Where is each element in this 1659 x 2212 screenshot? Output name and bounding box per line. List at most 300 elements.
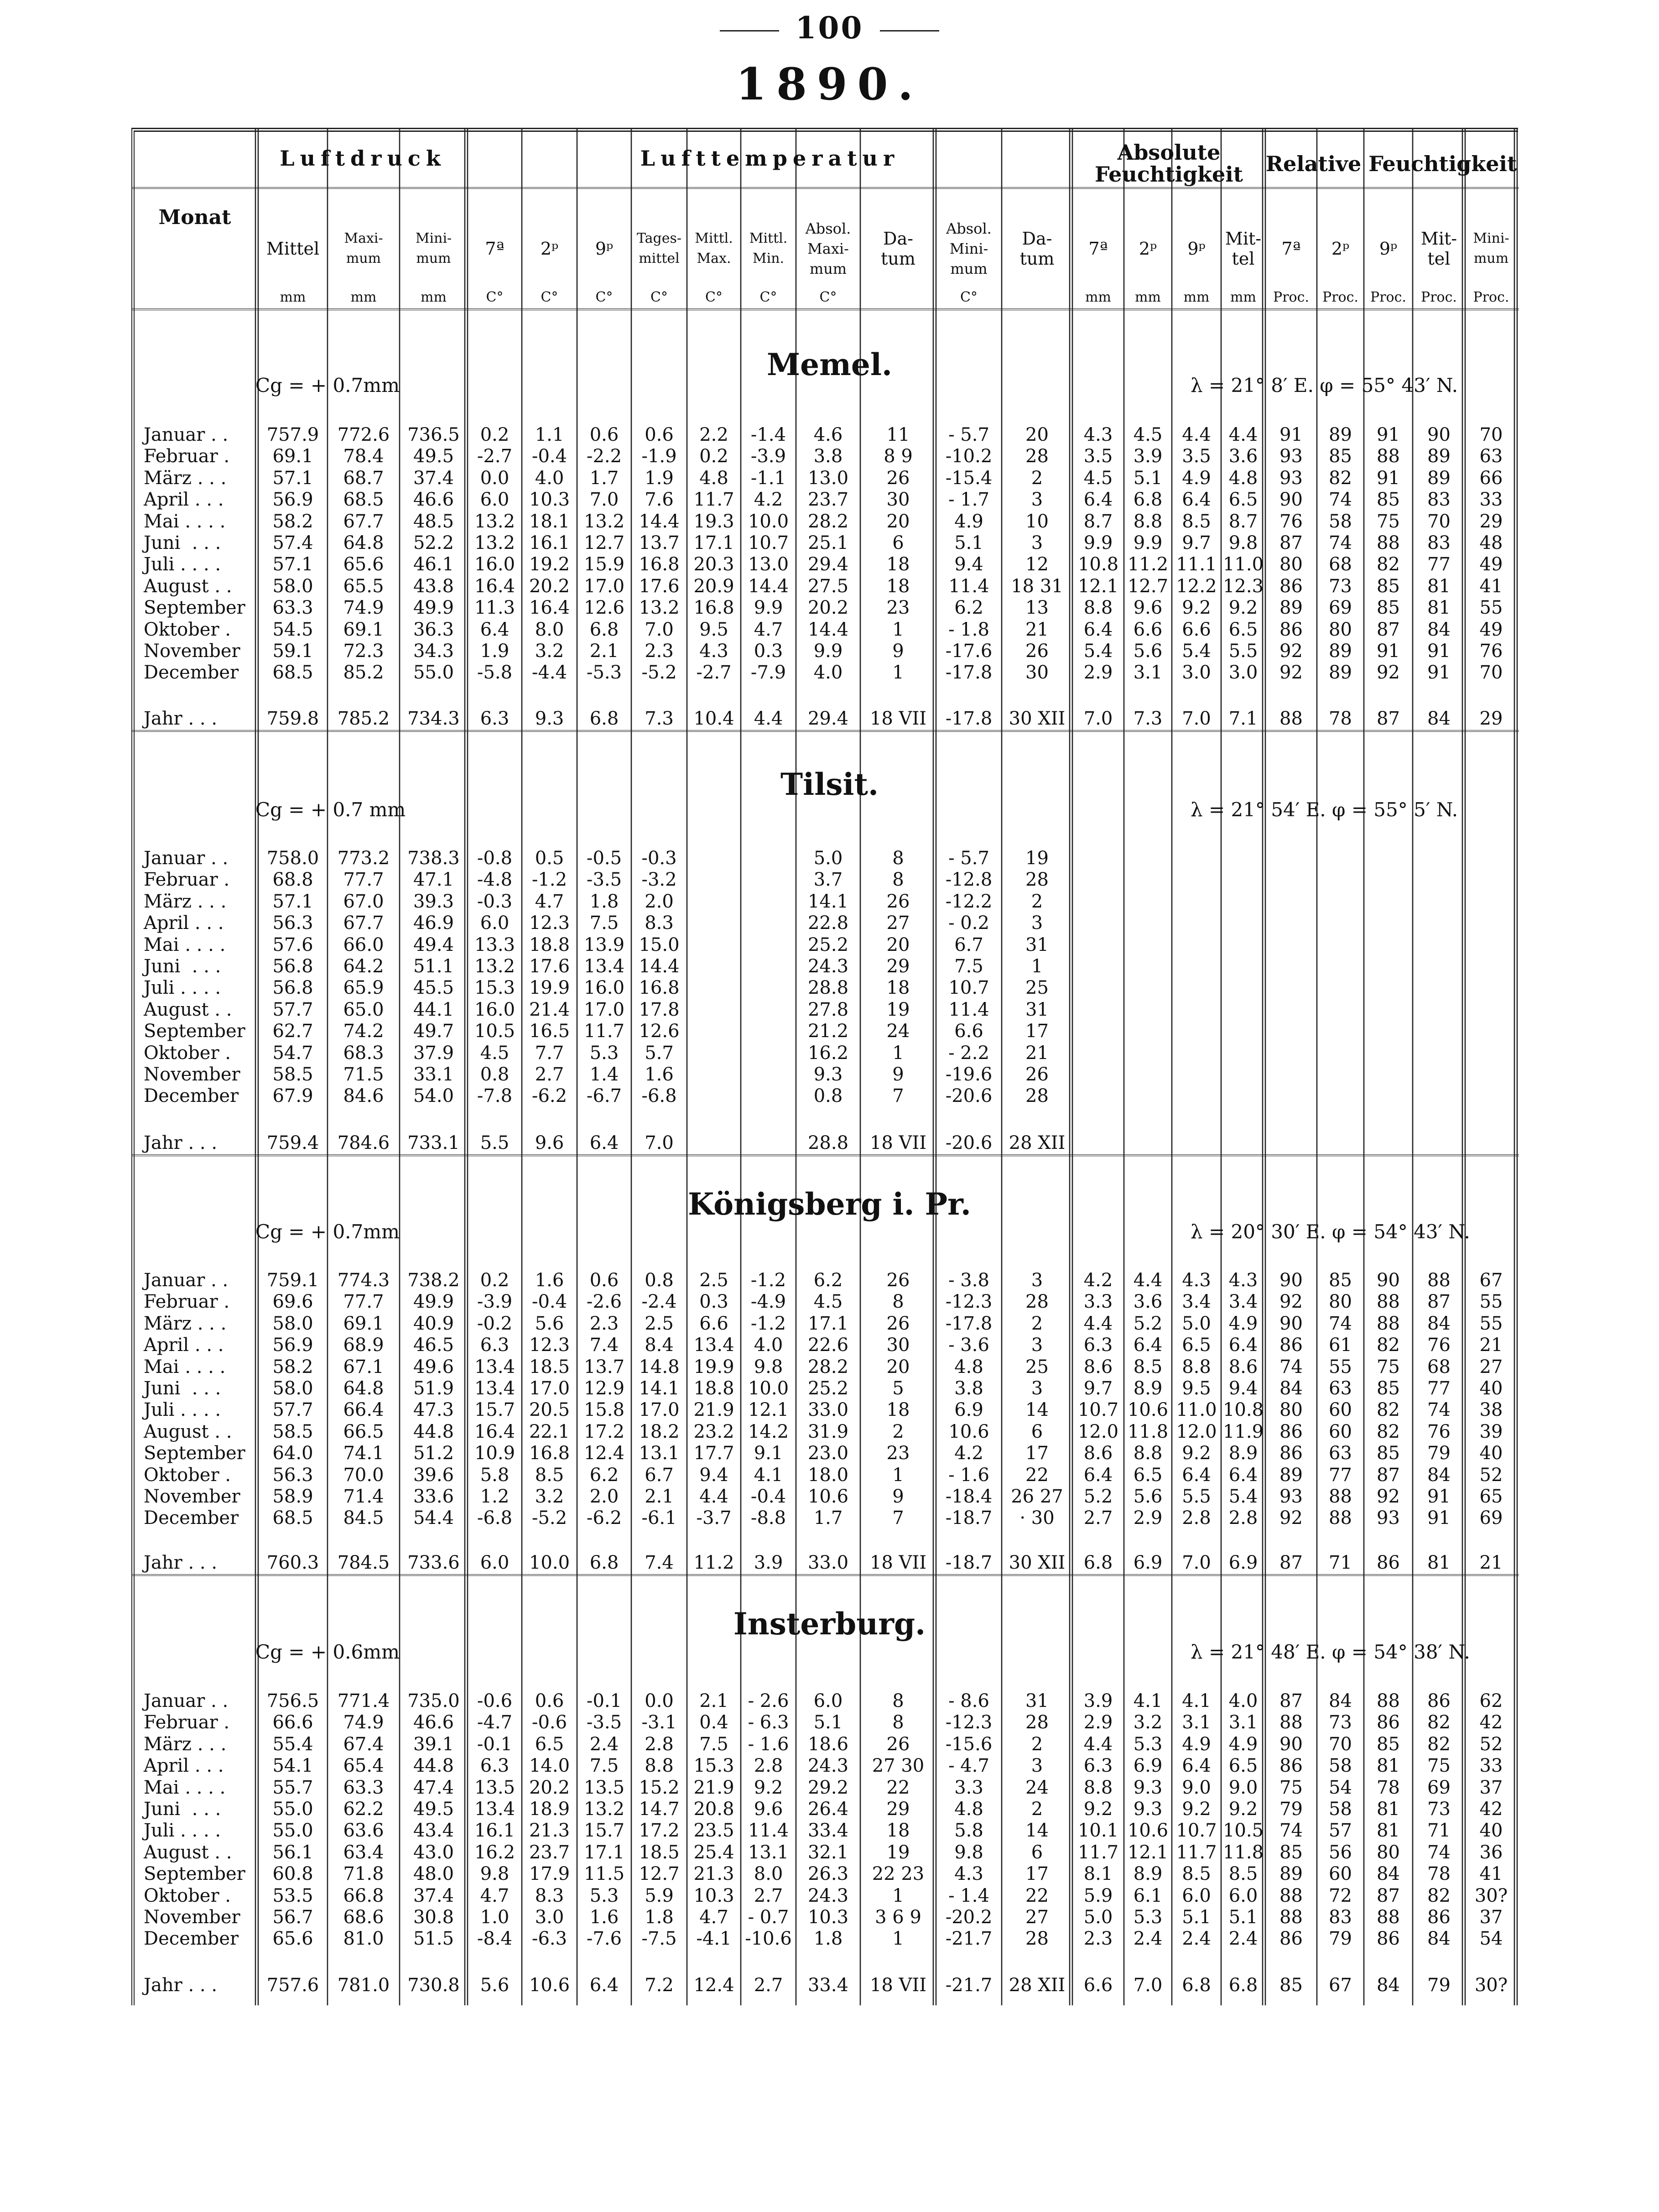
page-year: 1890. <box>736 58 923 110</box>
table-cell: 19.9 <box>529 977 570 999</box>
page-number: 100 <box>0 10 1659 46</box>
table-cell: 29.4 <box>807 554 849 575</box>
jahr-cell: 78 <box>1329 708 1352 729</box>
table-cell: 3 <box>1031 489 1043 511</box>
table-cell: 18.1 <box>529 511 570 532</box>
table-cell: 86 <box>1279 1928 1303 1950</box>
table-cell: 88 <box>1377 1907 1400 1928</box>
table-cell: 69.6 <box>272 1291 313 1313</box>
table-cell: 8.9 <box>1133 1863 1163 1885</box>
table-cell: 15.9 <box>583 554 625 575</box>
table-cell: 31.9 <box>807 1421 849 1442</box>
table-cell: 74 <box>1279 1820 1303 1842</box>
table-cell: 17.6 <box>529 956 570 977</box>
jahr-cell: 18 VII <box>869 1132 927 1153</box>
table-cell: 12.0 <box>1176 1421 1217 1442</box>
table-cell: 82 <box>1377 554 1400 575</box>
table-cell: 5.5 <box>1228 641 1258 662</box>
table-cell: 14.8 <box>639 1356 680 1377</box>
column-header: Tages- mittel <box>636 230 682 266</box>
jahr-cell: 29.4 <box>807 708 849 729</box>
table-cell: 49.9 <box>413 1291 454 1313</box>
table-cell: 4.5 <box>1083 467 1113 489</box>
table-cell: - 0.7 <box>748 1907 789 1928</box>
table-cell: 1.6 <box>645 1064 674 1085</box>
column-unit: C° <box>705 289 723 305</box>
table-cell: -18.7 <box>945 1508 993 1529</box>
table-cell: 11 <box>886 424 910 445</box>
table-cell: 56.7 <box>272 1907 313 1928</box>
table-cell: 40 <box>1479 1378 1503 1399</box>
table-cell: 62.7 <box>272 1021 313 1042</box>
table-cell: 67 <box>1479 1270 1503 1291</box>
table-cell: 2 <box>1031 891 1043 912</box>
month-labels: Januar . . Februar . März . . . April . . . Mai . . . . Juni . . . Juli . . . . August . . September Oktober . November December <box>144 424 245 683</box>
table-cell: 9.8 <box>1228 532 1258 553</box>
table-cell: 56.8 <box>272 977 313 999</box>
table-cell: 9.2 <box>754 1777 783 1798</box>
table-cell: -0.6 <box>531 1712 567 1733</box>
table-cell: 24 <box>1025 1777 1049 1798</box>
table-cell: 84 <box>1377 1863 1400 1885</box>
table-cell: 6.4 <box>1133 1335 1163 1356</box>
table-cell: 3.4 <box>1182 1291 1211 1313</box>
table-cell: 9.4 <box>954 554 983 575</box>
table-cell: 93 <box>1279 467 1303 489</box>
table-cell: -5.2 <box>531 1508 567 1529</box>
column-header: 2ᵖ <box>1139 239 1157 259</box>
table-cell: 2.8 <box>1228 1508 1258 1529</box>
table-cell: 84 <box>1427 1464 1451 1486</box>
table-cell: 40 <box>1479 1443 1503 1464</box>
month-labels: Januar . . Februar . März . . . April . . . Mai . . . . Juni . . . Juli . . . . August . . September Oktober . November December <box>144 1270 245 1529</box>
rule-group-header <box>132 187 1519 189</box>
table-cell: 19 <box>886 1842 910 1863</box>
table-cell: 16.8 <box>693 597 734 619</box>
table-cell: -6.2 <box>531 1085 567 1107</box>
table-cell: 3.1 <box>1228 1712 1258 1733</box>
table-cell: 1.8 <box>645 1907 674 1928</box>
table-cell: -20.2 <box>945 1907 993 1928</box>
table-cell: -2.4 <box>641 1291 677 1313</box>
table-cell: 5.1 <box>1228 1907 1258 1928</box>
table-cell: 5.1 <box>954 532 983 553</box>
table-cell: 82 <box>1377 1399 1400 1421</box>
jahr-cell: 18 VII <box>869 1552 927 1573</box>
table-cell: 9 <box>892 641 904 662</box>
table-cell: 0.8 <box>480 1064 510 1085</box>
table-cell: 21.4 <box>529 999 570 1020</box>
table-cell: -15.6 <box>945 1733 993 1755</box>
group-absolute-feuchtigkeit: Absolute Feuchtigkeit <box>1094 140 1243 187</box>
table-cell: 4.8 <box>954 1356 983 1377</box>
table-cell: 11.3 <box>474 597 515 619</box>
table-cell: 77 <box>1427 554 1451 575</box>
table-cell: 4.7 <box>480 1885 510 1906</box>
table-cell: 26 27 <box>1011 1486 1063 1507</box>
table-cell: 71.5 <box>343 1064 384 1085</box>
table-cell: 10.7 <box>948 977 989 999</box>
table-cell: 11.8 <box>1222 1842 1264 1863</box>
table-cell: -4.4 <box>531 662 567 683</box>
table-cell: 86 <box>1279 1421 1303 1442</box>
column-header: 9ᵖ <box>1379 239 1398 259</box>
table-cell: 4.4 <box>1133 1270 1163 1291</box>
jahr-cell: 84 <box>1377 1975 1400 1996</box>
table-cell: 2 <box>1031 467 1043 489</box>
table-cell: 6.0 <box>480 489 510 511</box>
table-cell: 72 <box>1329 1885 1352 1906</box>
table-cell: 65.5 <box>343 575 384 597</box>
table-cell: 9.7 <box>1182 532 1211 553</box>
table-cell: 738.3 <box>407 848 460 869</box>
table-cell: 81.0 <box>343 1928 384 1950</box>
table-cell: 85 <box>1377 575 1400 597</box>
table-cell: 29 <box>886 956 910 977</box>
table-cell: 9.2 <box>1083 1799 1113 1820</box>
table-cell: 10.3 <box>693 1885 734 1906</box>
table-cell: -1.2 <box>750 1270 786 1291</box>
jahr-cell: 7.2 <box>645 1975 674 1996</box>
table-cell: 65 <box>1479 1486 1503 1507</box>
table-cell: 85 <box>1377 597 1400 619</box>
table-cell: 9.6 <box>754 1799 783 1820</box>
table-cell: 14.4 <box>639 956 680 977</box>
table-cell: 3.8 <box>813 446 843 467</box>
table-cell: 18 <box>886 554 910 575</box>
table-cell: 19.3 <box>693 511 734 532</box>
table-cell: 10.3 <box>807 1907 849 1928</box>
table-cell: 20 <box>1025 424 1049 445</box>
table-cell: 83 <box>1329 1907 1352 1928</box>
table-cell: 78.4 <box>343 446 384 467</box>
table-cell: 23 <box>886 1443 910 1464</box>
table-cell: 1.1 <box>535 424 564 445</box>
table-cell: 6.1 <box>1133 1885 1163 1906</box>
jahr-cell: 5.5 <box>480 1132 510 1153</box>
table-cell: 20 <box>886 1356 910 1377</box>
table-cell: 26.3 <box>807 1863 849 1885</box>
table-cell: 2.8 <box>754 1755 783 1777</box>
table-cell: 0.5 <box>535 848 564 869</box>
table-cell: 81 <box>1427 575 1451 597</box>
table-cell: -20.6 <box>945 1085 993 1107</box>
jahr-cell: 757.6 <box>266 1975 319 1996</box>
column-header: Mittel <box>266 239 320 259</box>
table-cell: 5.8 <box>954 1820 983 1842</box>
table-cell: 69 <box>1479 1508 1503 1529</box>
table-cell: 86 <box>1279 1335 1303 1356</box>
table-cell: 4.4 <box>699 1486 728 1507</box>
table-cell: 13 <box>1025 597 1049 619</box>
jahr-cell: -21.7 <box>945 1975 993 1996</box>
table-cell: 10.0 <box>748 1378 789 1399</box>
table-cell: 14.4 <box>639 511 680 532</box>
station-name: Tilsit. <box>780 767 879 802</box>
table-cell: 48 <box>1479 532 1503 553</box>
table-cell: 8.9 <box>1228 1443 1258 1464</box>
table-cell: 16.0 <box>474 999 515 1020</box>
table-cell: 8 <box>892 848 904 869</box>
jahr-cell: 9.6 <box>535 1132 564 1153</box>
table-cell: 2.9 <box>1083 662 1113 683</box>
table-cell: 4.4 <box>1228 424 1258 445</box>
table-cell: 66.6 <box>272 1712 313 1733</box>
table-cell: 12.7 <box>639 1863 680 1885</box>
table-cell: 3.0 <box>535 1907 564 1928</box>
table-cell: 51.1 <box>413 956 454 977</box>
table-cell: 5.7 <box>645 1042 674 1064</box>
table-cell: 8 <box>892 1690 904 1711</box>
table-cell: 2 <box>892 1421 904 1442</box>
table-cell: -6.3 <box>531 1928 567 1950</box>
table-cell: 62 <box>1479 1690 1503 1711</box>
column-header: 7ª <box>1088 239 1108 259</box>
table-cell: 10.1 <box>1077 1820 1119 1842</box>
table-cell: 9.1 <box>754 1443 783 1464</box>
table-cell: 10.0 <box>748 511 789 532</box>
table-cell: 3.5 <box>1182 446 1211 467</box>
table-cell: 5.3 <box>589 1042 619 1064</box>
jahr-cell: 21 <box>1479 1552 1503 1573</box>
jahr-cell: 81 <box>1427 1552 1451 1573</box>
table-cell: 6.4 <box>1182 1755 1211 1777</box>
table-cell: 26 <box>1025 1064 1049 1085</box>
table-cell: 78 <box>1377 1777 1400 1798</box>
table-cell: 25.4 <box>693 1842 734 1863</box>
table-cell: 3 <box>1031 1755 1043 1777</box>
table-cell: 84 <box>1427 1313 1451 1334</box>
table-cell: 54.5 <box>272 619 313 640</box>
table-cell: 3.0 <box>1182 662 1211 683</box>
table-cell: 9 <box>892 1064 904 1085</box>
table-cell: 3.1 <box>1182 1712 1211 1733</box>
table-cell: 15.3 <box>693 1755 734 1777</box>
table-cell: 10.8 <box>1077 554 1119 575</box>
jahr-cell: 7.0 <box>1133 1975 1163 1996</box>
table-cell: 40.9 <box>413 1313 454 1334</box>
table-cell: 30 <box>886 489 910 511</box>
table-cell: 21.2 <box>807 1021 849 1042</box>
column-unit: Proc. <box>1421 289 1457 305</box>
column-header: Absol. Mini- mum <box>946 220 992 277</box>
table-cell: 3 <box>1031 913 1043 934</box>
table-cell: 5.3 <box>589 1885 619 1906</box>
table-cell: -1.2 <box>531 869 567 891</box>
jahr-cell: 6.8 <box>589 1552 619 1573</box>
table-cell: -2.7 <box>696 662 732 683</box>
table-cell: 17 <box>1025 1021 1049 1042</box>
table-cell: 42 <box>1479 1799 1503 1820</box>
table-cell: -12.3 <box>945 1291 993 1313</box>
table-cell: 2.4 <box>1182 1928 1211 1950</box>
table-cell: 81 <box>1377 1820 1400 1842</box>
table-cell: 67.0 <box>343 891 384 912</box>
table-cell: 4.9 <box>1228 1313 1258 1334</box>
table-cell: 49.5 <box>413 446 454 467</box>
table-cell: 28 <box>1025 1928 1049 1950</box>
table-cell: 75 <box>1279 1777 1303 1798</box>
table-cell: 63 <box>1329 1378 1352 1399</box>
table-cell: 6.0 <box>1228 1885 1258 1906</box>
table-cell: 27.5 <box>807 575 849 597</box>
table-cell: 32.1 <box>807 1842 849 1863</box>
table-cell: 29 <box>1479 511 1503 532</box>
station-name: Insterburg. <box>733 1606 926 1642</box>
table-cell: 58.0 <box>272 575 313 597</box>
table-cell: 13.7 <box>583 1356 625 1377</box>
jahr-cell: 6.8 <box>1083 1552 1113 1573</box>
table-cell: 23.0 <box>807 1443 849 1464</box>
table-cell: 6.9 <box>1133 1755 1163 1777</box>
table-cell: 2.4 <box>1228 1928 1258 1950</box>
table-cell: 11.9 <box>1222 1421 1264 1442</box>
table-cell: 26 <box>886 891 910 912</box>
table-cell: 0.6 <box>589 1270 619 1291</box>
table-cell: 28 <box>1025 1712 1049 1733</box>
table-cell: 28 <box>1025 1085 1049 1107</box>
table-cell: 54 <box>1329 1777 1352 1798</box>
table-cell: 9.2 <box>1228 1799 1258 1820</box>
column-unit: mm <box>280 289 306 305</box>
table-cell: 8 <box>892 1712 904 1733</box>
station-coordinates: λ = 21° 8′ E. φ = 55° 43′ N. <box>1191 374 1458 396</box>
table-cell: 2.2 <box>699 424 728 445</box>
table-cell: 68.7 <box>343 467 384 489</box>
table-cell: 8 9 <box>884 446 913 467</box>
table-cell: 9.9 <box>754 597 783 619</box>
table-cell: 5.6 <box>1133 641 1163 662</box>
table-cell: 10 <box>1025 511 1049 532</box>
table-cell: 87 <box>1377 619 1400 640</box>
table-cell: 58 <box>1329 1755 1352 1777</box>
table-cell: 6.4 <box>1182 489 1211 511</box>
table-cell: 83 <box>1427 489 1451 511</box>
table-cell: 24.3 <box>807 1755 849 1777</box>
table-cell: 89 <box>1329 662 1352 683</box>
table-cell: 89 <box>1427 446 1451 467</box>
table-cell: 57.7 <box>272 999 313 1020</box>
table-cell: 756.5 <box>266 1690 319 1711</box>
table-cell: 13.2 <box>583 1799 625 1820</box>
table-cell: 6.4 <box>1083 619 1113 640</box>
table-cell: 51.2 <box>413 1443 454 1464</box>
jahr-cell: 6.9 <box>1133 1552 1163 1573</box>
table-cell: 15.8 <box>583 1399 625 1421</box>
column-header: Mittl. Max. <box>695 230 733 266</box>
table-cell: 8.8 <box>1133 1443 1163 1464</box>
station-cg: Cg = + 0.7mm <box>255 374 400 396</box>
table-cell: 11.4 <box>948 575 989 597</box>
table-cell: 49.5 <box>413 1799 454 1820</box>
table-cell: 39 <box>1479 1421 1503 1442</box>
jahr-cell: 759.8 <box>266 708 319 729</box>
table-cell: 7.5 <box>589 913 619 934</box>
table-cell: - 0.2 <box>948 913 989 934</box>
table-cell: 91 <box>1427 662 1451 683</box>
jahr-cell: 6.6 <box>1083 1975 1113 1996</box>
table-cell: 92 <box>1377 1486 1400 1507</box>
table-cell: 58.5 <box>272 1421 313 1442</box>
table-cell: 17.0 <box>639 1399 680 1421</box>
jahr-cell: 785.2 <box>337 708 390 729</box>
table-cell: 23.7 <box>529 1842 570 1863</box>
station-coordinates: λ = 20° 30′ E. φ = 54° 43′ N. <box>1191 1221 1470 1243</box>
table-cell: 1 <box>892 662 904 683</box>
table-cell: 18.8 <box>693 1378 734 1399</box>
jahr-cell: 29 <box>1479 708 1503 729</box>
table-cell: 17.6 <box>639 575 680 597</box>
jahr-cell: 10.0 <box>529 1552 570 1573</box>
table-cell: 87 <box>1377 1885 1400 1906</box>
table-cell: 54.0 <box>413 1085 454 1107</box>
table-cell: 77.7 <box>343 1291 384 1313</box>
table-cell: 69.1 <box>343 1313 384 1334</box>
table-cell: -19.6 <box>945 1064 993 1085</box>
table-cell: -1.1 <box>750 467 786 489</box>
table-cell: 28.2 <box>807 1356 849 1377</box>
table-cell: 77 <box>1427 1378 1451 1399</box>
table-cell: 2.8 <box>1182 1508 1211 1529</box>
table-cell: 3.2 <box>1133 1712 1163 1733</box>
table-cell: 11.4 <box>948 999 989 1020</box>
table-cell: 13.4 <box>474 1378 515 1399</box>
table-cell: 3.7 <box>813 869 843 891</box>
table-cell: 5.1 <box>813 1712 843 1733</box>
table-cell: 70 <box>1329 1733 1352 1755</box>
table-cell: -0.6 <box>477 1690 513 1711</box>
jahr-cell: 734.3 <box>407 708 460 729</box>
table-cell: 20 <box>886 934 910 955</box>
table-cell: 12.3 <box>529 1335 570 1356</box>
jahr-cell: 784.6 <box>337 1132 390 1153</box>
table-cell: 4.9 <box>1182 1733 1211 1755</box>
table-cell: 84 <box>1279 1378 1303 1399</box>
jahr-cell: 11.2 <box>693 1552 734 1573</box>
table-cell: 30 <box>886 1335 910 1356</box>
table-cell: 28.8 <box>807 977 849 999</box>
jahr-cell: 87 <box>1377 708 1400 729</box>
table-cell: 91 <box>1377 424 1400 445</box>
table-cell: 90 <box>1279 489 1303 511</box>
table-cell: 79 <box>1427 1443 1451 1464</box>
table-cell: -0.3 <box>641 848 677 869</box>
table-cell: 16.1 <box>474 1820 515 1842</box>
table-cell: 4.3 <box>1228 1270 1258 1291</box>
table-cell: 21.9 <box>693 1777 734 1798</box>
table-cell: 5.4 <box>1228 1486 1258 1507</box>
table-cell: 9.3 <box>1133 1777 1163 1798</box>
column-header: Mini- mum <box>415 230 452 266</box>
table-cell: 1.6 <box>535 1270 564 1291</box>
table-cell: 771.4 <box>337 1690 390 1711</box>
rule-koenigsberg-bottom <box>132 1574 1519 1576</box>
column-unit: Proc. <box>1473 289 1509 305</box>
table-cell: 89 <box>1329 641 1352 662</box>
table-cell: 17.1 <box>807 1313 849 1334</box>
table-cell: 9.2 <box>1228 597 1258 619</box>
table-cell: -10.2 <box>945 446 993 467</box>
table-cell: 6.4 <box>480 619 510 640</box>
table-cell: 93 <box>1279 1486 1303 1507</box>
table-cell: 91 <box>1427 1486 1451 1507</box>
table-cell: -3.1 <box>641 1712 677 1733</box>
table-cell: 67.7 <box>343 511 384 532</box>
table-cell: 68 <box>1427 1356 1451 1377</box>
column-unit: Proc. <box>1370 289 1406 305</box>
jahr-cell: 7.1 <box>1228 708 1258 729</box>
table-cell: 3.6 <box>1228 446 1258 467</box>
